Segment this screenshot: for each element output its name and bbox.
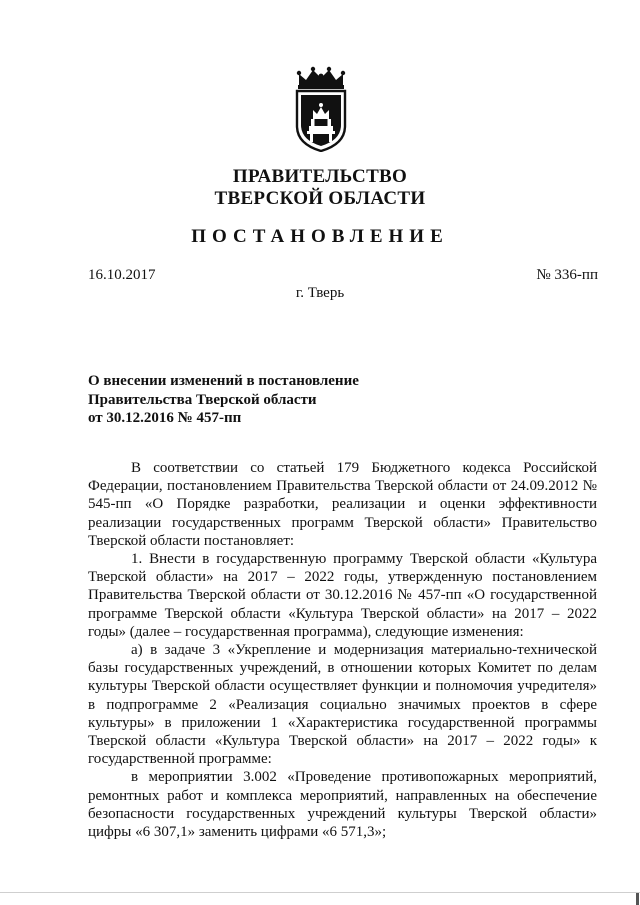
coat-of-arms-icon bbox=[292, 64, 350, 152]
organization-name-line2: ТВЕРСКОЙ ОБЛАСТИ bbox=[214, 188, 426, 209]
page-corner-mark bbox=[636, 893, 639, 905]
document-number: № 336-пп bbox=[536, 267, 598, 283]
body-paragraph: а) в задаче 3 «Укрепление и модернизация материально-технической базы государственных учреждений, в отношении которых Комитет по делам культуры Тверской области осуществляет функции и полномочия учредителя» в подпрограмме 2 «Реализация социально значимых проектов в сфере культуры» в приложении 1 «Характеристика государственной программы Тверской области «Культура Тверской области» на 2017 – 2022 годы» к государственной программе: bbox=[88, 642, 597, 768]
document-date: 16.10.2017 bbox=[88, 267, 156, 283]
document-body bbox=[88, 459, 597, 841]
document-subject bbox=[88, 372, 448, 428]
page-bottom-edge bbox=[0, 892, 640, 893]
organization-name-line1: ПРАВИТЕЛЬСТВО bbox=[232, 166, 408, 187]
subject-line: от 30.12.2016 № 457-пп bbox=[88, 410, 242, 426]
body-paragraph: В соответствии со статьей 179 Бюджетного кодекса Российской Федерации, постановлением Правительства Тверской области от 24.09.2012 № 545-пп «О Порядке разработки, реализации и оценки эффективности реализации государственных программ Тверской области» Правительство Тверской области постановляет: bbox=[88, 460, 597, 549]
subject-line: О внесении изменений в постановление bbox=[88, 373, 359, 389]
body-paragraph: 1. Внести в государственную программу Тверской области «Культура Тверской области» на 2017 – 2022 годы, утвержденную постановлением Правительства Тверской области от 30.12.2016 № 457-пп «О государственной программе Тверской области «Культура Тверской области» на 2017 – 2022 годы» (далее – государственная программа), следующие изменения: bbox=[88, 551, 597, 640]
body-paragraph: в мероприятии 3.002 «Проведение противопожарных мероприятий, ремонтных работ и комплекса мероприятий, направленных на обеспечение безопасности государственных учреждений культуры Тверской области» цифры «6 307,1» заменить цифрами «6 571,3»; bbox=[88, 769, 597, 841]
subject-line: Правительства Тверской области bbox=[88, 391, 317, 408]
document-city: г. Тверь bbox=[295, 285, 345, 301]
document-type-title: ПОСТАНОВЛЕНИЕ bbox=[191, 226, 449, 247]
